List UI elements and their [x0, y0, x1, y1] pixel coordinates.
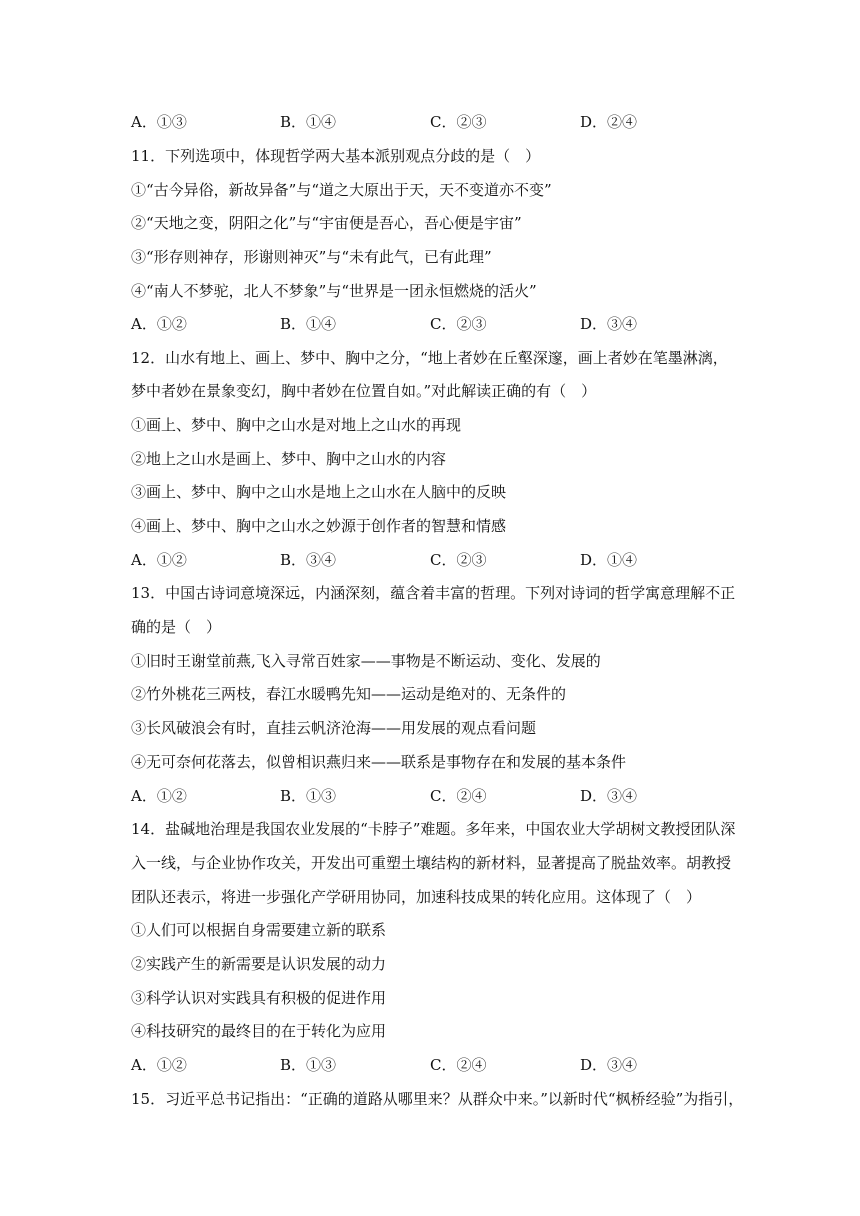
option-a: A．①② — [131, 787, 187, 805]
question-13-options — [131, 786, 731, 806]
option-b: B．③④ — [280, 551, 337, 569]
option-b: B．①③ — [280, 1056, 337, 1074]
question-14-stem-line-2: 入一线，与企业协作攻关，开发出可重塑土壤结构的新材料，显著提高了脱盐效率。胡教授 — [131, 854, 732, 872]
option-a: A．①② — [131, 315, 187, 333]
question-13-stem-line-2: 确的是（ ） — [131, 618, 222, 636]
option-a: A．①② — [131, 1056, 187, 1074]
option-d: D．③④ — [580, 787, 638, 805]
option-d: D．③④ — [580, 1056, 638, 1074]
option-b: B．①④ — [280, 315, 337, 333]
question-14-item-1: ①人们可以根据自身需要建立新的联系 — [131, 921, 387, 939]
question-11-item-3: ③“形存则神存，形谢则神灭”与“未有此气，已有此理” — [131, 248, 492, 266]
option-b: B．①④ — [280, 113, 337, 131]
question-13-item-3: ③长风破浪会有时，直挂云帆济沧海——用发展的观点看问题 — [131, 719, 537, 737]
question-12-item-1: ①画上、梦中、胸中之山水是对地上之山水的再现 — [131, 416, 462, 434]
option-c: C．②④ — [430, 1056, 487, 1074]
question-11-item-1: ①“古今异俗，新故异备”与“道之大原出于天，天不变道亦不变” — [131, 181, 552, 199]
question-13-item-4: ④无可奈何花落去，似曾相识燕归来——联系是事物存在和发展的基本条件 — [131, 753, 627, 771]
question-14-item-4: ④科技研究的最终目的在于转化为应用 — [131, 1022, 387, 1040]
option-d: D．②④ — [580, 113, 638, 131]
option-b: B．①③ — [280, 787, 337, 805]
question-13-stem-line-1: 13．中国古诗词意境深远，内涵深刻，蕴含着丰富的哲理。下列对诗词的哲学寓意理解不正 — [131, 584, 736, 602]
question-14-item-2: ②实践产生的新需要是认识发展的动力 — [131, 955, 387, 973]
question-11-item-4: ④“南人不梦驼，北人不梦象”与“世界是一团永恒燃烧的活火” — [131, 282, 537, 300]
option-d: D．③④ — [580, 315, 638, 333]
option-c: C．②③ — [430, 315, 487, 333]
question-11-options — [131, 314, 731, 334]
option-a: A．①② — [131, 551, 187, 569]
option-d: D．①④ — [580, 551, 638, 569]
question-12-item-2: ②地上之山水是画上、梦中、胸中之山水的内容 — [131, 450, 447, 468]
option-a: A．①③ — [131, 113, 187, 131]
question-12-stem-line-2: 梦中者妙在景象变幻，胸中者妙在位置自如。”对此解读正确的有（ ） — [131, 382, 597, 400]
question-13-item-2: ②竹外桃花三两枝，春江水暖鸭先知——运动是绝对的、无条件的 — [131, 685, 567, 703]
option-c: C．②③ — [430, 551, 487, 569]
question-14-item-3: ③科学认识对实践具有积极的促进作用 — [131, 989, 387, 1007]
question-11-item-2: ②“天地之变，阴阳之化”与“宇宙便是吾心，吾心便是宇宙” — [131, 214, 522, 232]
question-12-item-3: ③画上、梦中、胸中之山水是地上之山水在人脑中的反映 — [131, 483, 507, 501]
question-12-item-4: ④画上、梦中、胸中之山水之妙源于创作者的智慧和情感 — [131, 517, 507, 535]
question-14-stem-line-3: 团队还表示，将进一步强化产学研用协同，加速科技成果的转化应用。这体现了（ ） — [131, 888, 702, 906]
question-11-stem: 11．下列选项中，体现哲学两大基本派别观点分歧的是（ ） — [131, 147, 541, 165]
option-c: C．②④ — [430, 787, 487, 805]
question-14-stem-line-1: 14．盐碱地治理是我国农业发展的“卡脖子”难题。多年来，中国农业大学胡树文教授团队深 — [131, 820, 736, 838]
question-13-item-1: ①旧时王谢堂前燕,飞入寻常百姓家——事物是不断运动、变化、发展的 — [131, 652, 601, 670]
previous-question-options — [131, 112, 731, 132]
option-c: C．②③ — [430, 113, 487, 131]
question-14-options — [131, 1055, 731, 1075]
question-12-stem-line-1: 12．山水有地上、画上、梦中、胸中之分，“地上者妙在丘壑深邃，画上者妙在笔墨淋漓， — [131, 349, 728, 367]
question-12-options — [131, 550, 731, 570]
question-15-stem-line-1: 15．习近平总书记指出：“正确的道路从哪里来？从群众中来。”以新时代“枫桥经验”为指引， — [131, 1090, 744, 1108]
